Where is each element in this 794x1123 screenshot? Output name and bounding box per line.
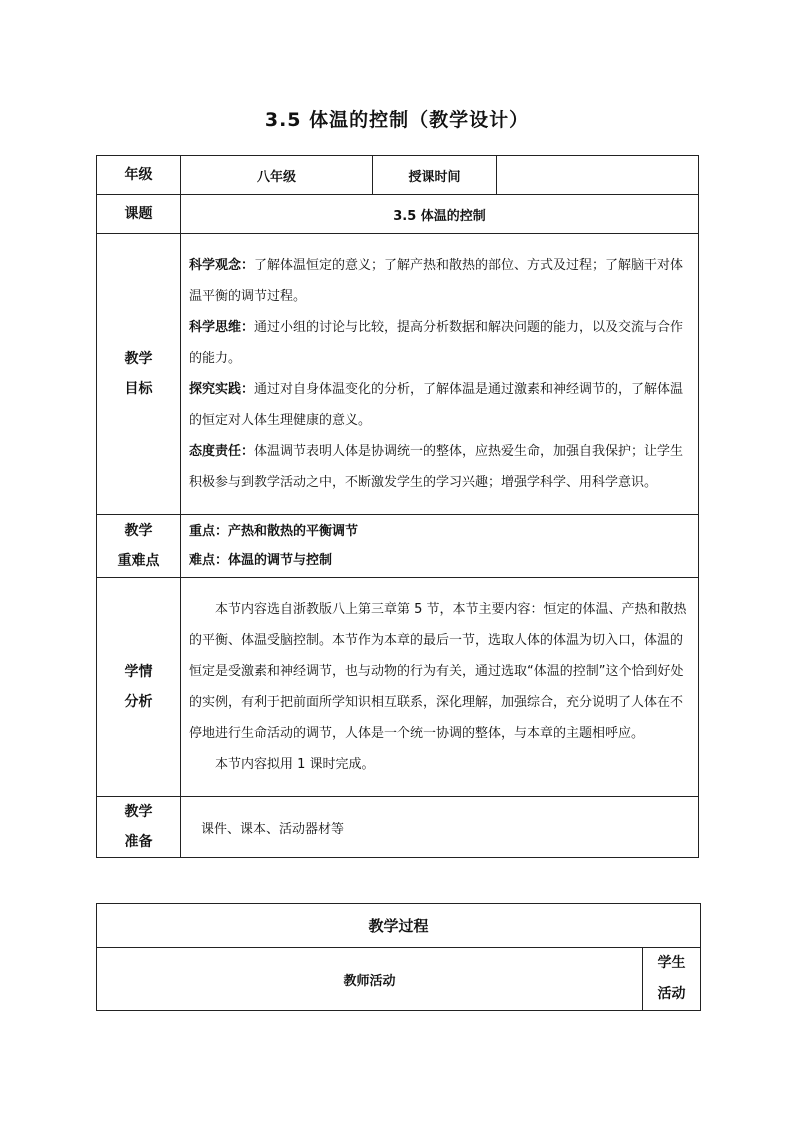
topic-row xyxy=(97,195,699,234)
goal-text: 了解体温恒定的意义；了解产热和散热的部位、方式及过程；了解脑干对体温平衡的调节过程。 xyxy=(189,258,684,304)
goals-label xyxy=(97,234,181,515)
keypoints-label xyxy=(97,515,181,578)
goal-key: 态度责任 xyxy=(189,444,242,459)
process-header-row xyxy=(97,948,701,1011)
keypoints-content xyxy=(181,515,699,578)
teacher-activity-header: 教师活动 xyxy=(97,948,643,1011)
prep-label xyxy=(97,797,181,858)
goal-item xyxy=(189,250,690,312)
prep-label-line-1: 教学 xyxy=(124,804,153,820)
time-label: 授课时间 xyxy=(373,156,497,195)
analysis-label-line-1: 学情 xyxy=(124,664,153,680)
goal-sep: ： xyxy=(241,444,255,459)
analysis-paragraph: 本节内容拟用 1 课时完成。 xyxy=(215,757,375,772)
page-title: 3.5 体温的控制（教学设计） xyxy=(264,109,530,131)
process-title-row xyxy=(97,904,701,948)
topic-label: 课题 xyxy=(97,195,181,234)
time-value xyxy=(497,156,699,195)
goal-key: 探究实践 xyxy=(189,382,242,397)
goal-text: 通过小组的讨论与比较，提高分析数据和解决问题的能力，以及交流与合作的能力。 xyxy=(189,320,684,366)
grade-value: 八年级 xyxy=(181,156,373,195)
grade-label: 年级 xyxy=(97,156,181,195)
process-title: 教学过程 xyxy=(97,904,701,948)
keypoints-label-line-1: 教学 xyxy=(124,523,153,539)
student-activity-line-1: 学生 xyxy=(657,955,686,971)
analysis-content xyxy=(181,578,699,797)
goal-sep: ： xyxy=(241,258,255,273)
goal-key: 科学思维 xyxy=(189,320,242,335)
goal-sep: ： xyxy=(241,382,255,397)
goal-item xyxy=(189,312,690,374)
goals-row xyxy=(97,234,699,515)
goals-label-line-2: 目标 xyxy=(124,381,153,397)
analysis-row xyxy=(97,578,699,797)
grade-row xyxy=(97,156,699,195)
goals-label-line-1: 教学 xyxy=(124,351,153,367)
goal-item xyxy=(189,374,690,436)
topic-value: 3.5 体温的控制 xyxy=(181,195,699,234)
goal-item xyxy=(189,436,690,498)
analysis-paragraph: 本节内容选自浙教版八上第三章第 5 节，本节主要内容：恒定的体温、产热和散热的平衡、体温受脑控制。本节作为本章的最后一节，选取人体的体温为切入口，体温的恒定是受激素和神经调节，也与动物的行为有关，通过选取“体温的控制”这个恰到好处的实例，有利于把前面所学知识相互联系，深化理解，加强综合，充分说明了人体在不停地进行生命活动的调节，人体是一个统一协调的整体，与本章的主题相呼应。 xyxy=(189,602,687,741)
difficult-point: 难点：体温的调节与控制 xyxy=(189,553,333,568)
key-point: 重点：产热和散热的平衡调节 xyxy=(189,524,359,539)
analysis-label-line-2: 分析 xyxy=(124,694,153,710)
teaching-process-table xyxy=(96,903,701,1011)
goal-key: 科学观念 xyxy=(189,258,242,273)
prep-row xyxy=(97,797,699,858)
keypoints-label-line-2: 重难点 xyxy=(117,553,160,569)
lesson-info-table xyxy=(96,155,699,858)
goal-text: 通过对自身体温变化的分析，了解体温是通过激素和神经调节的，了解体温的恒定对人体生理健康的意义。 xyxy=(189,382,684,428)
prep-value: 课件、课本、活动器材等 xyxy=(181,797,699,858)
student-activity-header xyxy=(643,948,701,1011)
analysis-label xyxy=(97,578,181,797)
goal-text: 体温调节表明人体是协调统一的整体，应热爱生命，加强自我保护；让学生积极参与到教学活动之中，不断激发学生的学习兴趣；增强学科学、用科学意识。 xyxy=(189,444,684,490)
student-activity-line-2: 活动 xyxy=(657,986,686,1002)
keypoints-row xyxy=(97,515,699,578)
prep-label-line-2: 准备 xyxy=(124,834,153,850)
goals-content xyxy=(181,234,699,515)
goal-sep: ： xyxy=(241,320,255,335)
